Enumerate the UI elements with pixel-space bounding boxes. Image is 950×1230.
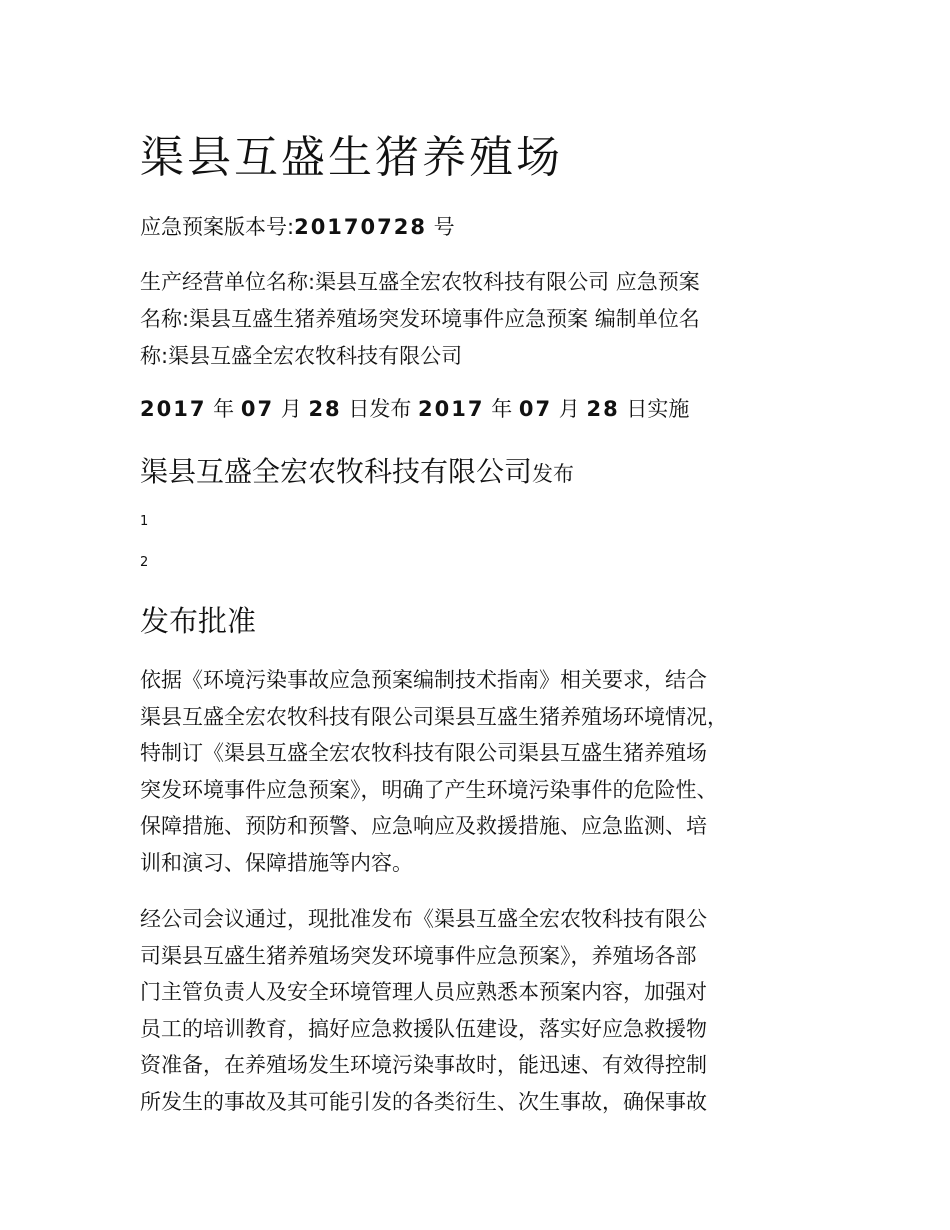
paragraph-approval bbox=[140, 901, 707, 1120]
paragraph-line: 司渠县互盛生猪养殖场突发环境事件应急预案》，养殖场各部 bbox=[140, 943, 697, 968]
document-title: 渠县互盛生猪养殖场 bbox=[140, 132, 563, 183]
paragraph-line: 训和演习、保障措施等内容。 bbox=[140, 850, 413, 875]
version-label: 应急预案版本号: bbox=[140, 215, 295, 239]
publisher-suffix: 发布 bbox=[532, 462, 575, 486]
paragraph-line: 依据《环境污染事故应急预案编制技术指南》相关要求，结合 bbox=[140, 668, 707, 692]
version-suffix: 号 bbox=[433, 215, 455, 239]
paragraph-line: 特制订《渠县互盛全宏农牧科技有限公司渠县互盛生猪养殖场 bbox=[140, 741, 707, 765]
date-line bbox=[140, 394, 689, 424]
effective-month: 07 bbox=[518, 397, 553, 421]
paragraph-line: 资准备，在养殖场发生环境污染事故时，能迅速、有效得控制 bbox=[140, 1053, 707, 1077]
effective-year: 2017 bbox=[418, 397, 485, 421]
release-year: 2017 bbox=[140, 397, 207, 421]
page-number: 1 bbox=[140, 514, 149, 529]
effective-year-unit: 年 bbox=[491, 397, 513, 421]
paragraph-line: 所发生的事故及其可能引发的各类衍生、次生事故，确保事故 bbox=[140, 1089, 707, 1114]
effective-day: 28 bbox=[586, 397, 620, 421]
paragraph-line: 经公司会议通过，现批准发布《渠县互盛全宏农牧科技有限公 bbox=[140, 907, 707, 931]
paragraph-line: 突发环境事件应急预案》，明确了产生环境污染事件的危险性、 bbox=[140, 777, 718, 802]
release-month: 07 bbox=[240, 397, 275, 421]
unit-info bbox=[140, 264, 700, 375]
section-heading: 发布批准 bbox=[140, 604, 257, 638]
info-line: 生产经营单位名称:渠县互盛全宏农牧科技有限公司 应急预案 bbox=[140, 270, 700, 294]
paragraph-line: 门主管负责人及安全环境管理人员应熟悉本预案内容，加强对 bbox=[140, 980, 707, 1004]
info-line: 称:渠县互盛全宏农牧科技有限公司 bbox=[140, 344, 463, 368]
release-year-unit: 年 bbox=[213, 397, 235, 421]
release-suffix: 日发布 bbox=[348, 397, 412, 421]
paragraph-line: 渠县互盛全宏农牧科技有限公司渠县互盛生猪养殖场环境情况， bbox=[140, 704, 728, 729]
version-number: 20170728 bbox=[294, 215, 427, 239]
version-line bbox=[140, 212, 455, 242]
effective-month-unit: 月 bbox=[558, 397, 580, 421]
info-line: 名称:渠县互盛生猪养殖场突发环境事件应急预案 编制单位名 bbox=[140, 307, 700, 331]
paragraph-basis bbox=[140, 662, 728, 881]
page-number: 2 bbox=[140, 555, 149, 570]
publisher-line bbox=[140, 452, 574, 494]
publisher-name: 渠县互盛全宏农牧科技有限公司 bbox=[140, 455, 533, 488]
release-day: 28 bbox=[308, 397, 342, 421]
paragraph-line: 员工的培训教育，搞好应急救援队伍建设，落实好应急救援物 bbox=[140, 1016, 707, 1041]
effective-suffix: 日实施 bbox=[626, 397, 690, 421]
release-month-unit: 月 bbox=[280, 397, 302, 421]
paragraph-line: 保障措施、预防和预警、应急响应及救援措施、应急监测、培 bbox=[140, 814, 707, 838]
